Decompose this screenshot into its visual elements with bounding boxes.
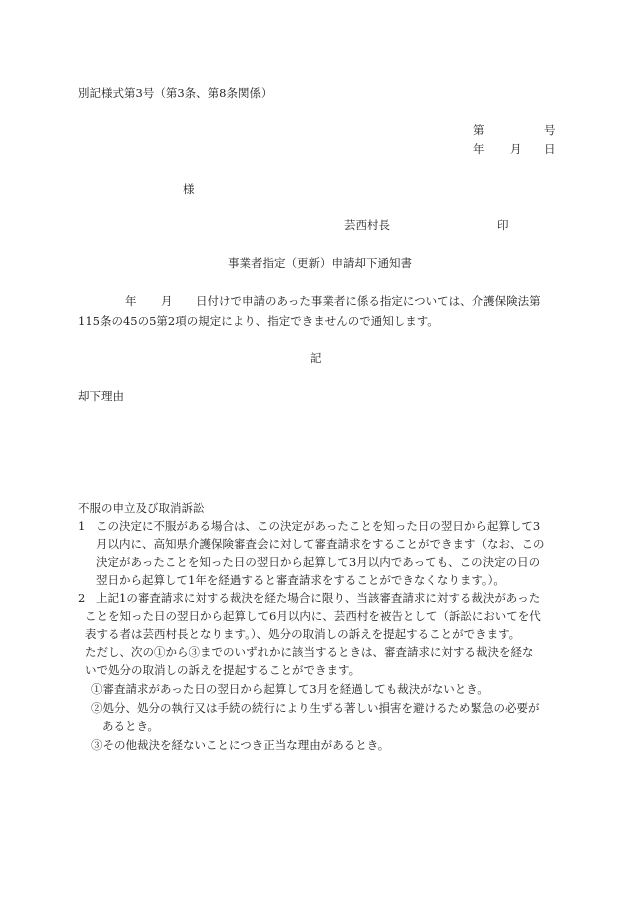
doc-number-go: 号 bbox=[544, 123, 556, 137]
appeal-item-2-line: いで処分の取消しの訴えを提起することができます。 bbox=[85, 663, 361, 677]
body-year: 年 bbox=[125, 294, 137, 308]
form-label: 別記様式第3号（第3条、第8条関係） bbox=[78, 86, 273, 100]
appeal-item-1-line: 翌日から起算して1年を経過すると審査請求をすることができなくなります。）。 bbox=[96, 573, 505, 587]
appeal-item-1-number: 1 bbox=[78, 519, 86, 533]
body-text-line1: 日付けで申請のあった事業者に係る指定については、介護保険法第 bbox=[196, 294, 541, 308]
date-day: 日 bbox=[544, 142, 556, 156]
appeal-sub-item: ②処分、処分の執行又は手続の続行により生ずる著しい損害を避けるため緊急の必要が bbox=[91, 701, 540, 715]
doc-number-dai: 第 bbox=[473, 123, 485, 137]
appeal-item-2-line: ただし、次の①から③までのいずれかに該当するときは、審査請求に対する裁決を経な bbox=[85, 645, 534, 659]
appeal-heading: 不服の申立及び取消訴訟 bbox=[78, 501, 205, 515]
appeal-item-2-line: 表する者は芸西村長となります。）、処分の取消しの訴えを提起することができます。 bbox=[85, 627, 521, 641]
appeal-item-1-line: この決定に不服がある場合は、この決定があったことを知った日の翌日から起算して3 bbox=[96, 519, 541, 533]
appeal-item-2-number: 2 bbox=[78, 591, 86, 605]
appeal-sub-item: ①審査請求があった日の翌日から起算して3月を経過しても裁決がないとき。 bbox=[91, 682, 489, 696]
rejection-reason-heading: 却下理由 bbox=[78, 389, 124, 403]
issuer-seal: 印 bbox=[497, 218, 509, 232]
body-month: 月 bbox=[161, 294, 173, 308]
appeal-sub-item: ③その他裁決を経ないことにつき正当な理由があるとき。 bbox=[91, 738, 390, 752]
appeal-item-2-line: 上記1の審査請求に対する裁決を経た場合に限り、当該審査請求に対する裁決があった bbox=[96, 591, 541, 605]
ki-marker: 記 bbox=[310, 351, 322, 365]
document-title: 事業者指定（更新）申請却下通知書 bbox=[228, 256, 412, 270]
issuer-name: 芸西村長 bbox=[344, 218, 390, 232]
body-text-line2: 115条の45の5第2項の規定により、指定できませんので通知します。 bbox=[78, 314, 439, 328]
appeal-item-1-line: 月以内に、高知県介護保険審査会に対して審査請求をすることができます（なお、この bbox=[96, 537, 545, 551]
date-year: 年 bbox=[473, 142, 485, 156]
appeal-item-1-line: 決定があったことを知った日の翌日から起算して3月以内であっても、この決定の日の bbox=[96, 555, 541, 569]
date-month: 月 bbox=[510, 142, 522, 156]
appeal-sub-item: あるとき。 bbox=[102, 719, 160, 733]
appeal-item-2-line: ことを知った日の翌日から起算して6月以内に、芸西村を被告として（訴訟においてを代 bbox=[85, 609, 541, 623]
addressee-suffix: 様 bbox=[183, 182, 195, 196]
